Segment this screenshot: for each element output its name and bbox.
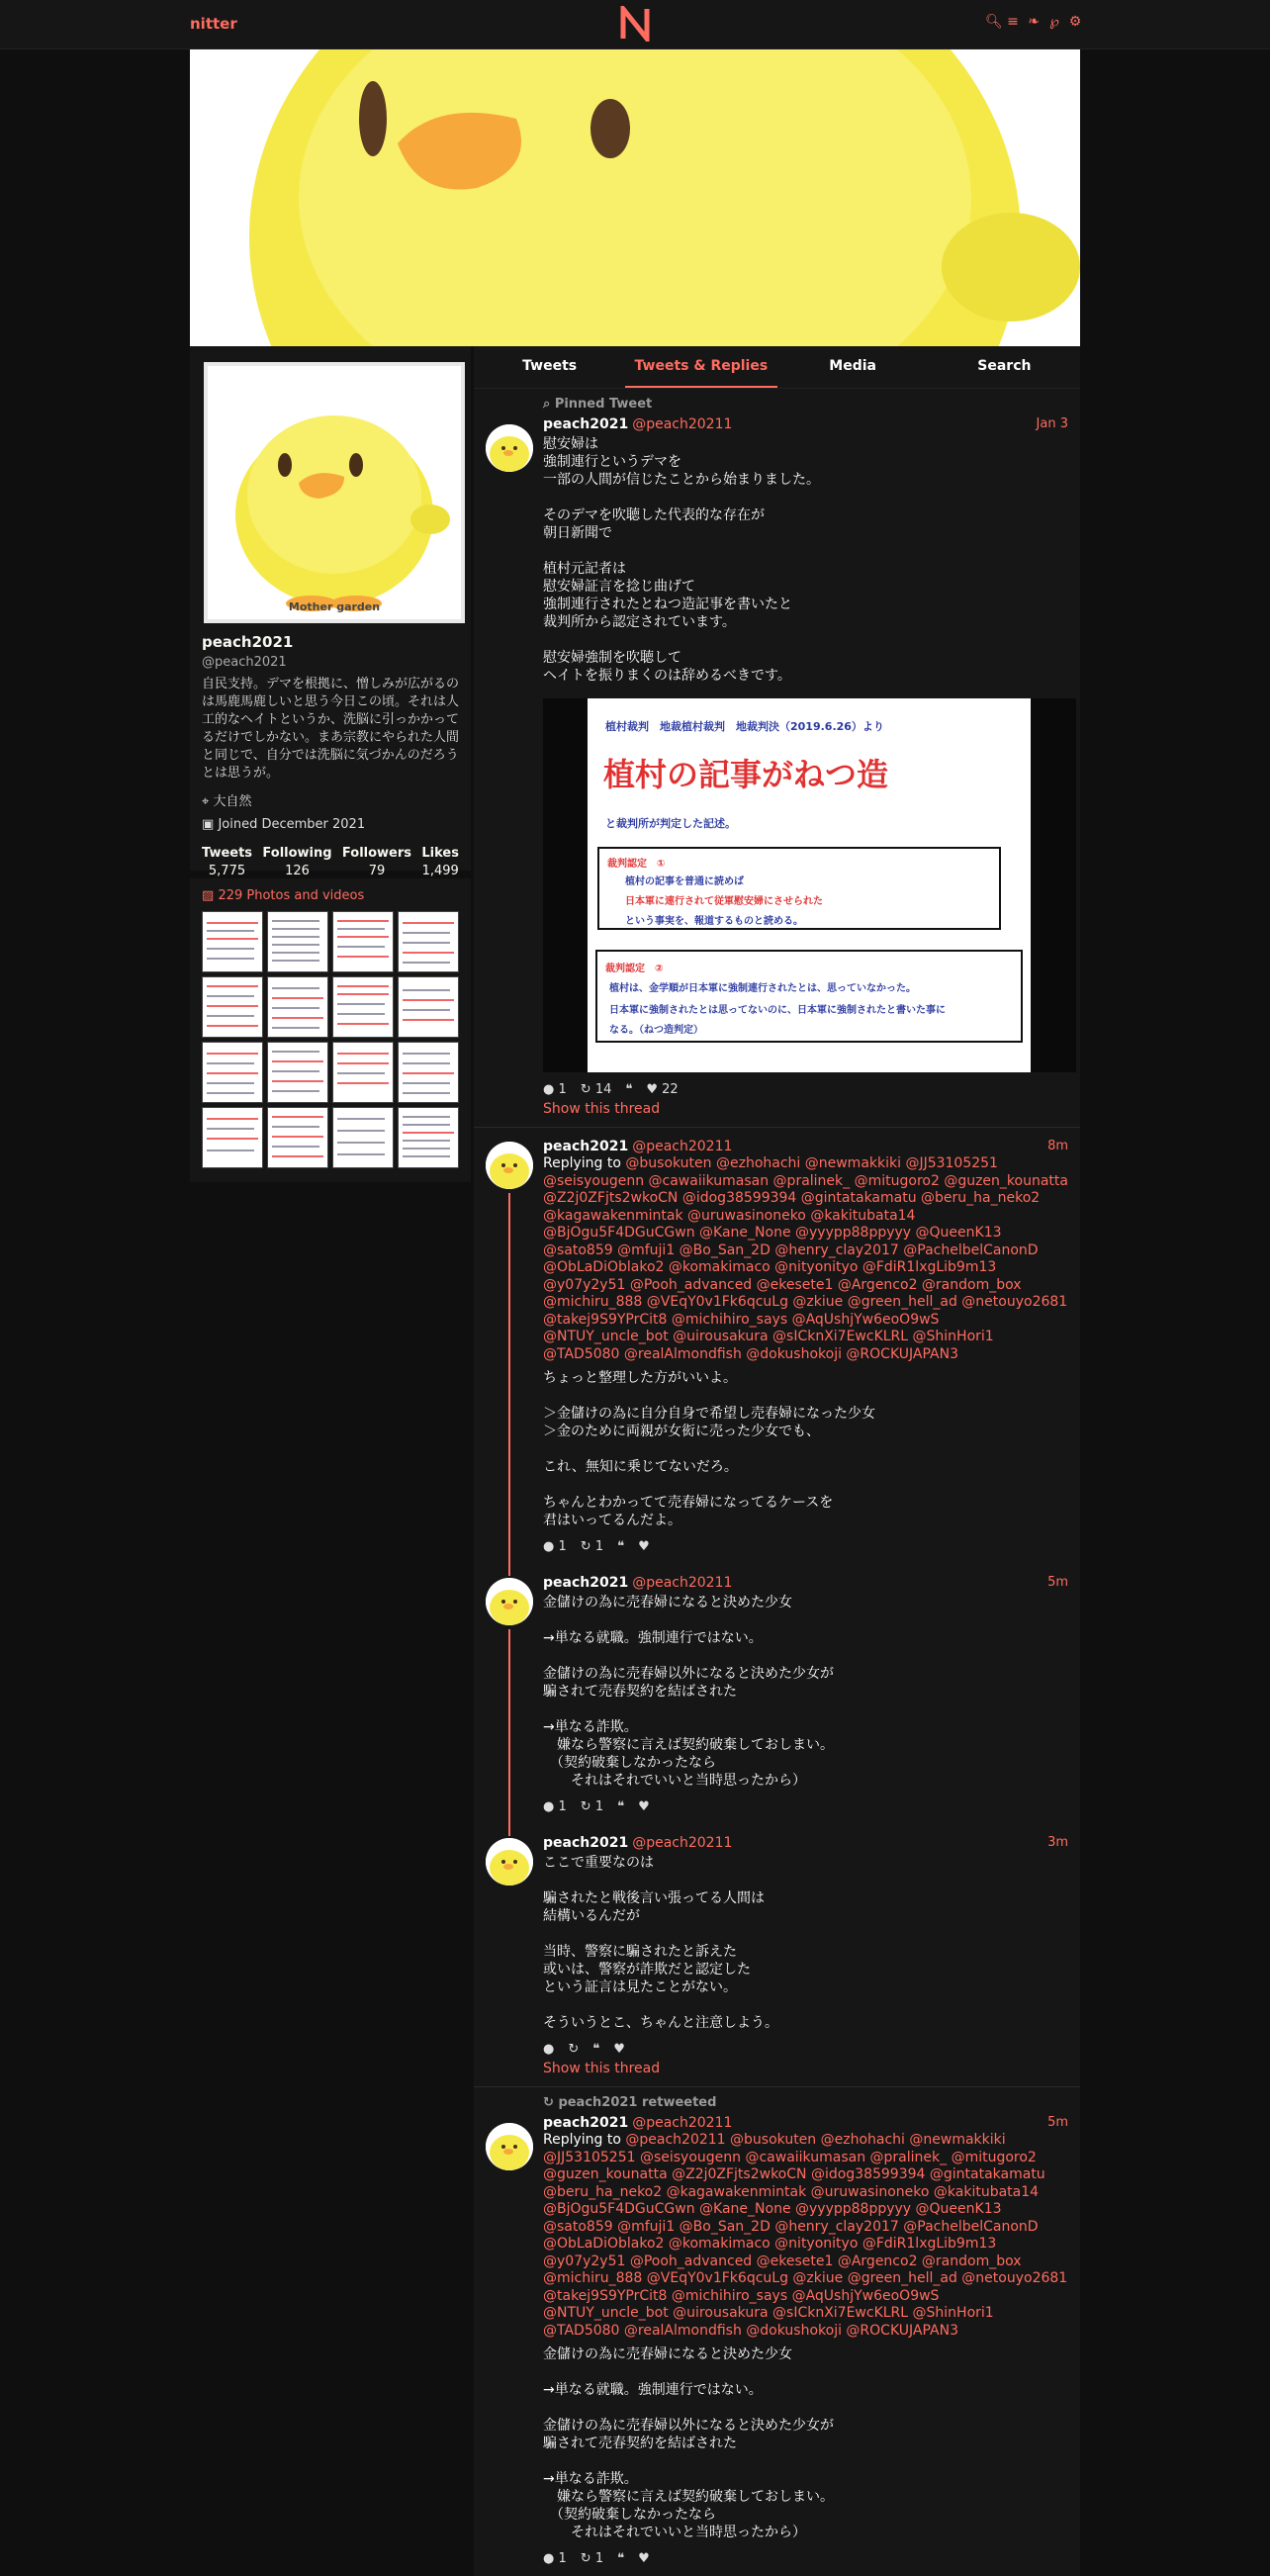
- settings-icon[interactable]: ⚙: [1068, 14, 1082, 30]
- tweet-reply[interactable]: [474, 1824, 1080, 2087]
- retweet-icon: ↻: [568, 2042, 580, 2057]
- comment-icon: ●: [543, 1082, 555, 1097]
- quote-icon: ❝: [625, 1082, 633, 1097]
- tweet-date[interactable]: 5m: [1047, 2115, 1068, 2130]
- reply-stat[interactable]: [543, 2042, 554, 2057]
- img-box1-line: 日本軍に連行されて従軍慰安婦にさせられた: [625, 896, 823, 907]
- stat-likes[interactable]: [421, 846, 459, 878]
- tweet-avatar[interactable]: [486, 1142, 533, 1189]
- mention-list[interactable]: @peach20211 @busokuten @ezhohachi @newmakkiki @JJ53105251 @seisyougenn @cawaiikumasan @pralinek_ @mitugoro2 @guzen_kounatta @Z2j0ZFjts2wkoCN @idog38599394 @gintatakamatu @beru_ha_neko2 @kagawakenmintak @uruwasinoneko @kakitubata14 @BjOgu5F4DGuCGwn @Kane_None @yyypp88ppyyy @QueenK13 @sato859 @mfuji1 @Bo_San_2D @henry_clay2017 @PachelbelCanonD @ObLaDiOblako2 @komakimaco @nityonityo @FdiR1lxgLib9m13 @y07y2y51 @Pooh_advanced @ekesete1 @Argenco2 @random_box @michiru_888 @VEqY0v1Fk6qcuLg @zkiue @green_hell_ad @netouyo2681 @takej9S9YPrCit8 @michihiro_says @AqUshjYw6eoO9wS @NTUY_uncle_bot @uirousakura @sICknXi7EwcKLRL @ShinHori1 @TAD5080 @realAlmondfish @dokushokoji @ROCKUJAPAN3: [543, 2132, 1068, 2339]
- stat-label: Following: [262, 846, 332, 861]
- retweet-stat[interactable]: [568, 2042, 579, 2057]
- top-nav: [0, 0, 1270, 49]
- replying-label: Replying to: [543, 1155, 621, 1171]
- like-stat[interactable]: [638, 1539, 650, 1554]
- profile-banner[interactable]: [190, 49, 1080, 346]
- like-stat[interactable]: [638, 2551, 650, 2566]
- tweet-fullname[interactable]: peach2021: [543, 1835, 629, 1851]
- comment-icon: ●: [543, 2551, 555, 2566]
- reply-stat[interactable]: [543, 2551, 567, 2566]
- heart-icon: ♥: [638, 2551, 650, 2566]
- stat-following[interactable]: [262, 846, 331, 878]
- photo-thumb[interactable]: [398, 1107, 459, 1168]
- tweet-content: 金儲けの為に売春婦になると決めた少女 →単なる就職。強制連行ではない。 金儲けの為に売春婦以外になると決めた少女が 騙されて売春契約を結ばされた →単なる詐欺。 嫌なら警察に言えば契約破棄しておしまい。 （契約破棄しなかったなら それはそれでいいと当時思ったから）: [543, 1595, 834, 1789]
- photo-rail-count: 229 Photos and videos: [218, 888, 365, 903]
- retweet-stat[interactable]: [581, 1539, 603, 1554]
- comment-icon: ●: [543, 2042, 555, 2057]
- nitter-logo-icon[interactable]: [618, 6, 652, 42]
- tweet-date[interactable]: 5m: [1047, 1575, 1068, 1590]
- replying-to: [543, 2132, 1068, 2340]
- quote-icon: ❝: [592, 2042, 600, 2057]
- thread-connector: [508, 1629, 510, 1824]
- thread: [474, 1128, 1080, 2087]
- retweet-stat[interactable]: [581, 2551, 603, 2566]
- tweet-stats: [543, 1799, 1068, 1814]
- img-box1-line: という事実を、報道するものと読める。: [625, 916, 803, 927]
- photo-thumb[interactable]: [398, 1042, 459, 1103]
- photo-thumb[interactable]: [332, 976, 394, 1038]
- rss-icon[interactable]: ≡: [1007, 14, 1019, 30]
- photo-thumb[interactable]: [267, 1042, 328, 1103]
- stat-value: 126: [285, 864, 310, 878]
- feed-icon[interactable]: ℘: [1049, 14, 1059, 30]
- profile-joined-text: Joined December 2021: [218, 817, 366, 832]
- quote-icon: ❝: [617, 1539, 625, 1554]
- tweet-stats: [543, 1539, 1068, 1554]
- img-box2-line: 日本軍に強制されたとは思ってないのに、日本軍に強制されたと書いた事に: [609, 1005, 946, 1016]
- img-header: 植村裁判 地裁植村裁判 地裁判決（2019.6.26）より: [605, 720, 884, 733]
- photo-thumb[interactable]: [267, 976, 328, 1038]
- tab-tweets-replies[interactable]: Tweets & Replies: [625, 346, 776, 388]
- like-stat[interactable]: [646, 1082, 678, 1097]
- retweet-icon: ↻: [580, 1082, 591, 1097]
- tweet-stats: [543, 1082, 1068, 1097]
- tab-search[interactable]: Search: [977, 358, 1032, 374]
- pinned-label-text: Pinned Tweet: [554, 397, 653, 412]
- heart-icon: ♥: [638, 1539, 650, 1554]
- pin-icon: ⌕: [543, 397, 551, 412]
- reply-stat[interactable]: [543, 1082, 567, 1097]
- tweet-attachment[interactable]: [543, 698, 1076, 1072]
- photo-grid: [202, 911, 459, 1168]
- quote-stat[interactable]: [617, 1539, 624, 1554]
- retweet-count: 1: [594, 2551, 604, 2566]
- heart-icon: ♥: [613, 2042, 625, 2057]
- tweet-content: 金儲けの為に売春婦になると決めた少女 →単なる就職。強制連行ではない。 金儲けの為に売春婦以外になると決めた少女が 騙されて売春契約を結ばされた →単なる詐欺。 嫌なら警察に言えば契約破棄しておしまい。 （契約破棄しなかったなら それはそれでいいと当時思ったから）: [543, 2346, 834, 2540]
- tweet-avatar[interactable]: [486, 424, 533, 472]
- replying-label: Replying to: [543, 2132, 621, 2148]
- avatar-caption: Mother garden: [288, 600, 381, 613]
- profile-username[interactable]: @peach2021: [202, 655, 287, 670]
- tweet-date[interactable]: 3m: [1047, 1835, 1068, 1850]
- tweet-avatar[interactable]: [486, 1838, 533, 1886]
- photo-thumb[interactable]: [202, 1107, 263, 1168]
- reply-stat[interactable]: [543, 1799, 567, 1814]
- tweet-username[interactable]: @peach20211: [632, 416, 733, 432]
- retweet-icon: ↻: [580, 2551, 591, 2566]
- heart-icon: ♥: [638, 1799, 650, 1814]
- photo-thumb[interactable]: [332, 1107, 394, 1168]
- photo-thumb[interactable]: [267, 1107, 328, 1168]
- tweet-header: [543, 415, 1068, 433]
- profile-tabs: [474, 346, 1080, 389]
- twitter-icon[interactable]: ❧: [1028, 14, 1040, 30]
- retweet-icon: ↻: [543, 2095, 554, 2110]
- brand-link[interactable]: nitter: [190, 15, 237, 33]
- comment-icon: ●: [543, 1799, 555, 1814]
- tweet-username[interactable]: @peach20211: [632, 1139, 733, 1154]
- attachment-image: [588, 698, 1031, 1072]
- show-thread-link[interactable]: Show this thread: [543, 2061, 661, 2076]
- img-box1: [597, 847, 1001, 930]
- timeline: [474, 346, 1080, 2576]
- quote-stat[interactable]: [592, 2042, 599, 2057]
- stat-value: 79: [368, 864, 386, 878]
- pinned-label: [543, 397, 1068, 412]
- tweet-fullname[interactable]: peach2021: [543, 2115, 629, 2131]
- photo-thumb[interactable]: [202, 1042, 263, 1103]
- stat-value: 5,775: [208, 864, 246, 878]
- tweet-reply[interactable]: [474, 1128, 1080, 1564]
- stat-tweets[interactable]: [202, 846, 252, 878]
- tweet-header: [543, 2114, 1068, 2132]
- replying-to: [543, 1155, 1068, 1363]
- profile-joined: [202, 817, 459, 832]
- profile-location-text: 大自然: [213, 794, 252, 809]
- profile-sidebar: [190, 346, 471, 1182]
- photo-thumb[interactable]: [332, 911, 394, 972]
- quote-icon: ❝: [617, 1799, 625, 1814]
- photo-thumb[interactable]: [202, 976, 263, 1038]
- photo-thumb[interactable]: [398, 976, 459, 1038]
- tweet-header: [543, 1574, 1068, 1592]
- tweet-date[interactable]: Jan 3: [1036, 416, 1068, 431]
- photo-rail: [190, 878, 471, 1182]
- avatar[interactable]: [204, 362, 465, 623]
- thread-connector: [508, 1193, 510, 1564]
- photo-thumb[interactable]: [202, 911, 263, 972]
- retweet-count: 1: [594, 1799, 604, 1814]
- quote-icon: ❝: [617, 2551, 625, 2566]
- profile-fullname[interactable]: peach2021: [202, 633, 294, 651]
- tweet-retweeted[interactable]: [474, 2087, 1080, 2576]
- thread-connector: [508, 1564, 510, 1576]
- img-box1-line: 植村の記事を普通に読めば: [625, 876, 744, 887]
- stat-label: Followers: [341, 846, 412, 861]
- retweet-label-text: peach2021 retweeted: [558, 2095, 717, 2110]
- img-title: 植村の記事がねつ造: [603, 756, 889, 793]
- reply-stat[interactable]: [543, 1539, 567, 1554]
- img-box1-title: 裁判認定 ①: [607, 859, 666, 870]
- tweet-username[interactable]: @peach20211: [632, 2115, 733, 2131]
- retweet-count: 1: [594, 1539, 604, 1554]
- image-icon: ▨: [202, 888, 215, 903]
- retweet-icon: ↻: [580, 1539, 591, 1554]
- tweet-fullname[interactable]: peach2021: [543, 1575, 629, 1591]
- img-box2: [595, 950, 1023, 1043]
- reply-count: 1: [558, 2551, 567, 2566]
- stat-label: Tweets: [202, 846, 253, 861]
- photo-rail-header[interactable]: [202, 888, 459, 903]
- reply-count: 1: [558, 1082, 567, 1097]
- profile-bio: 自民支持。デマを根拠に、憎しみが広がるのは馬鹿馬鹿しいと思う今日この頃。それは人工的なヘイトというか、洗脳に引っかかってるだけでしかない。まあ宗教にやられた人間と同じで、自分では洗脳に気づかんのだろうとは思うが。: [202, 677, 460, 781]
- photo-thumb[interactable]: [332, 1042, 394, 1103]
- tweet-content: 慰安婦は 強制連行というデマを 一部の人間が信じたことから始まりました。 そのデマを吹聴した代表的な存在が 朝日新聞で 植村元記者は 慰安婦証言を捻じ曲げて 強制連行されたとねつ造記事を書いたと 裁判所から認定されています。 慰安婦強制を吹聴して ヘイトを振りまくのは辞めるべきです。: [543, 436, 820, 684]
- reply-count: 1: [558, 1539, 567, 1554]
- heart-icon: ♥: [646, 1082, 659, 1097]
- retweet-stat[interactable]: [581, 1799, 603, 1814]
- like-stat[interactable]: [638, 1799, 650, 1814]
- mention-list[interactable]: @busokuten @ezhohachi @newmakkiki @JJ53105251 @seisyougenn @cawaiikumasan @pralinek_ @mitugoro2 @guzen_kounatta @Z2j0ZFjts2wkoCN @idog38599394 @gintatakamatu @beru_ha_neko2 @kagawakenmintak @uruwasinoneko @kakitubata14 @BjOgu5F4DGuCGwn @Kane_None @yyypp88ppyyy @QueenK13 @sato859 @mfuji1 @Bo_San_2D @henry_clay2017 @PachelbelCanonD @ObLaDiOblako2 @komakimaco @nityonityo @FdiR1lxgLib9m13 @y07y2y51 @Pooh_advanced @ekesete1 @Argenco2 @random_box @michiru_888 @VEqY0v1Fk6qcuLg @zkiue @green_hell_ad @netouyo2681 @takej9S9YPrCit8 @michihiro_says @AqUshjYw6eoO9wS @NTUY_uncle_bot @uirousakura @sICknXi7EwcKLRL @ShinHori1 @TAD5080 @realAlmondfish @dokushokoji @ROCKUJAPAN3: [543, 1155, 1068, 1362]
- img-sub: と裁判所が判定した記述。: [605, 817, 736, 830]
- tweet-fullname[interactable]: peach2021: [543, 416, 629, 432]
- tweet-username[interactable]: @peach20211: [632, 1575, 733, 1591]
- tweet-reply[interactable]: [474, 1564, 1080, 1824]
- like-stat[interactable]: [613, 2042, 625, 2057]
- tweet-stats: [543, 2042, 1068, 2057]
- tab-media[interactable]: Media: [829, 358, 876, 374]
- location-icon: ⌖: [202, 794, 210, 809]
- quote-stat[interactable]: [617, 1799, 624, 1814]
- tab-tweets[interactable]: Tweets: [522, 358, 578, 374]
- profile-stats: [202, 846, 459, 878]
- comment-icon: ●: [543, 1539, 555, 1554]
- retweet-stat[interactable]: [581, 1082, 612, 1097]
- profile-card: [190, 346, 471, 878]
- quote-stat[interactable]: [617, 2551, 624, 2566]
- reply-count: 1: [558, 1799, 567, 1814]
- photo-thumb[interactable]: [267, 911, 328, 972]
- tweet-avatar[interactable]: [486, 2123, 533, 2170]
- tweet-content: ちょっと整理した方がいいよ。 ＞金儲けの為に自分自身で希望し売春婦になった少女 ＞金のために両親が女衒に売った少女でも、 これ、無知に乗じてないだろ。 ちゃんとわかってて売春婦になってるケースを 君はいってるんだよ。: [543, 1370, 875, 1528]
- tweet-stats: [543, 2551, 1068, 2566]
- profile-location: [202, 790, 459, 809]
- tweet-header: [543, 1138, 1068, 1155]
- show-thread-link[interactable]: Show this thread: [543, 1101, 661, 1117]
- thread-connector: [508, 1824, 510, 1836]
- img-box2-line: 植村は、金学順が日本軍に強制連行されたとは、思っていなかった。: [609, 983, 916, 994]
- img-box2-title: 裁判認定 ②: [605, 964, 664, 974]
- tweet-pinned[interactable]: [474, 389, 1080, 1128]
- retweet-label: [543, 2095, 1068, 2110]
- tweet-avatar[interactable]: [486, 1578, 533, 1625]
- search-icon[interactable]: 🔍︎: [985, 14, 1003, 30]
- retweet-count: 14: [594, 1082, 612, 1097]
- tweet-content: ここで重要なのは 騙されたと戦後言い張ってる人間は 結構いるんだが 当時、警察に騙されたと訴えた 或いは、警察が詐欺だと認定した という証言は見たことがない。 そういうとこ、ちゃんと注意しよう。: [543, 1855, 778, 2031]
- tweet-date[interactable]: 8m: [1047, 1139, 1068, 1153]
- stat-label: Likes: [421, 846, 459, 861]
- stat-value: 1,499: [421, 864, 459, 878]
- photo-thumb[interactable]: [398, 911, 459, 972]
- retweet-icon: ↻: [580, 1799, 591, 1814]
- like-count: 22: [662, 1082, 679, 1097]
- img-box2-line: なる。（ねつ造判定）: [609, 1025, 703, 1036]
- quote-stat[interactable]: [625, 1082, 632, 1097]
- stat-followers[interactable]: [342, 846, 411, 878]
- calendar-icon: ▣: [202, 817, 215, 832]
- tweet-fullname[interactable]: peach2021: [543, 1139, 629, 1154]
- tweet-header: [543, 1834, 1068, 1852]
- tweet-username[interactable]: @peach20211: [632, 1835, 733, 1851]
